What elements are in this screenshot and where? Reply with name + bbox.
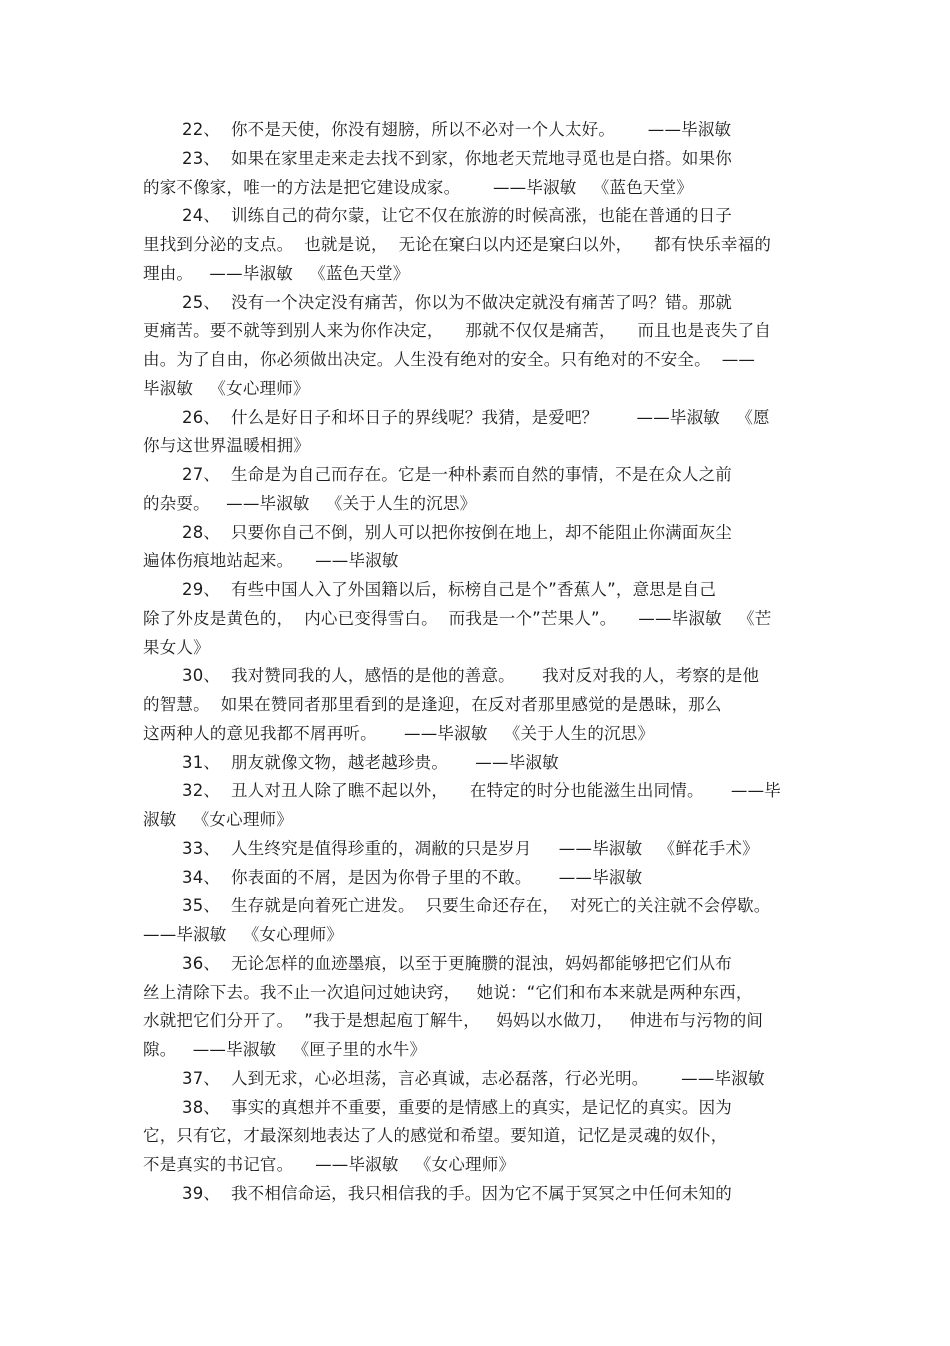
quote-continuation-line: 丝上清除下去。我不止一次追问过她诀窍， 她说：“它们和布本来就是两种东西，: [143, 982, 753, 1002]
quote-first-line: 30、 我对赞同我的人，感悟的是他的善意。 我对反对我的人，考察的是他: [182, 666, 760, 686]
quote-continuation-line: 除了外皮是黄色的， 内心已变得雪白。 而我是一个”芒果人”。 ——毕淑敏 《芒: [143, 608, 772, 628]
quote-continuation-line: 水就把它们分开了。 ”我于是想起庖丁解牛， 妈妈以水做刀， 伸进布与污物的间: [143, 1011, 764, 1031]
quote-first-line: 31、 朋友就像文物，越老越珍贵。 ——毕淑敏: [182, 752, 559, 772]
quote-first-line: 34、 你表面的不屑，是因为你骨子里的不敢。 ——毕淑敏: [182, 867, 643, 887]
quote-first-line: 33、 人生终究是值得珍重的，凋敝的只是岁月 ——毕淑敏 《鲜花手术》: [182, 838, 759, 858]
quote-continuation-line: 的杂耍。 ——毕淑敏 《关于人生的沉思》: [143, 493, 477, 513]
quote-first-line: 28、 只要你自己不倒，别人可以把你按倒在地上，却不能阻止你满面灰尘: [182, 522, 732, 542]
quote-first-line: 23、 如果在家里走来走去找不到家，你地老天荒地寻觅也是白搭。如果你: [182, 148, 732, 168]
quote-continuation-line: 由。为了自由，你必须做出决定。人生没有绝对的安全。只有绝对的不安全。 ——: [143, 350, 756, 369]
quote-continuation-line: 毕淑敏 《女心理师》: [143, 378, 310, 398]
quote-continuation-line: 它，只有它，才最深刻地表达了人的感觉和希望。要知道，记忆是灵魂的奴仆，: [143, 1126, 728, 1146]
quote-continuation-line: 理由。 ——毕淑敏 《蓝色天堂》: [143, 263, 410, 283]
quote-list: [0, 116, 950, 1209]
quote-continuation-line: 这两种人的意见我都不屑再听。 ——毕淑敏 《关于人生的沉思》: [143, 723, 655, 743]
quote-continuation-line: 淑敏 《女心理师》: [143, 810, 293, 829]
quote-continuation-line: 果女人》: [143, 637, 210, 657]
quote-continuation-line: ——毕淑敏 《女心理师》: [143, 925, 344, 944]
quote-first-line: 39、 我不相信命运，我只相信我的手。因为它不属于冥冥之中任何未知的: [182, 1183, 732, 1203]
quote-first-line: 29、 有些中国人入了外国籍以后，标榜自己是个”香蕉人”，意思是自己: [182, 580, 717, 599]
quote-continuation-line: 更痛苦。要不就等到别人来为你作决定， 那就不仅仅是痛苦， 而且也是丧失了自: [143, 321, 772, 341]
quote-first-line: 24、 训练自己的荷尔蒙，让它不仅在旅游的时候高涨，也能在普通的日子: [182, 206, 732, 226]
quote-first-line: 26、 什么是好日子和坏日子的界线呢？我猜，是爱吧？ ——毕淑敏 《愿: [182, 407, 770, 427]
quote-first-line: 37、 人到无求，心必坦荡，言必真诚，志必磊落，行必光明。 ——毕淑敏: [182, 1068, 765, 1088]
quote-continuation-line: 里找到分泌的支点。 也就是说， 无论在窠臼以内还是窠臼以外， 都有快乐幸福的: [143, 235, 772, 254]
quote-first-line: 36、 无论怎样的血迹墨痕，以至于更腌臜的混浊，妈妈都能够把它们从布: [182, 953, 732, 973]
quote-continuation-line: 你与这世界温暖相拥》: [143, 436, 310, 456]
quote-first-line: 27、 生命是为自己而存在。它是一种朴素而自然的事情，不是在众人之前: [182, 465, 732, 484]
quote-first-line: 38、 事实的真想并不重要，重要的是情感上的真实，是记忆的真实。因为: [182, 1097, 732, 1117]
quote-first-line: 25、 没有一个决定没有痛苦，你以为不做决定就没有痛苦了吗？错。那就: [182, 292, 732, 312]
quote-first-line: 35、 生存就是向着死亡进发。 只要生命还存在， 对死亡的关注就不会停歇。: [182, 896, 771, 916]
quote-continuation-line: 的智慧。 如果在赞同者那里看到的是逢迎，在反对者那里感觉的是愚昧，那么: [143, 695, 722, 714]
quote-continuation-line: 隙。 ——毕淑敏 《匣子里的水牛》: [143, 1040, 427, 1059]
quote-first-line: 22、 你不是天使，你没有翅膀，所以不必对一个人太好。 ——毕淑敏: [182, 120, 732, 139]
quote-continuation-line: 的家不像家，唯一的方法是把它建设成家。 ——毕淑敏 《蓝色天堂》: [143, 177, 694, 197]
quote-continuation-line: 不是真实的书记官。 ——毕淑敏 《女心理师》: [143, 1155, 516, 1174]
quote-continuation-line: 遍体伤痕地站起来。 ——毕淑敏: [143, 551, 399, 571]
quote-first-line: 32、 丑人对丑人除了瞧不起以外， 在特定的时分也能滋生出同情。 ——毕: [182, 781, 781, 801]
